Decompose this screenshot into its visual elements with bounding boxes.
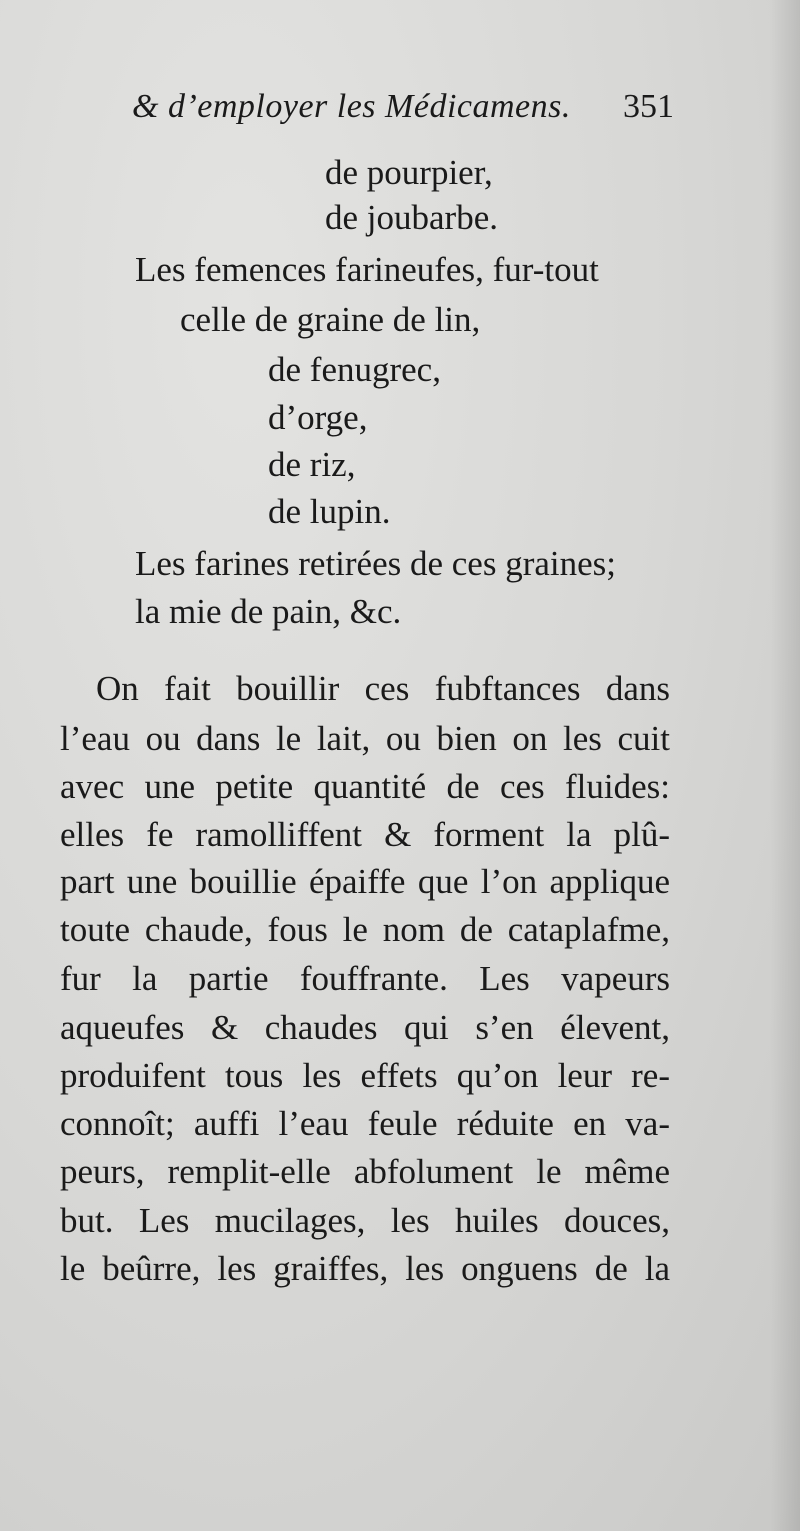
paragraph-line: On fait bouillir ces fubftances dans: [96, 669, 670, 708]
paragraph-line: peurs, remplit-elle abfolument le même: [60, 1152, 670, 1191]
page-header: [132, 88, 692, 138]
paragraph-line: le beûrre, les graiffes, les onguens de la: [60, 1249, 670, 1288]
page-number: 351: [623, 88, 674, 125]
list-line: de joubarbe.: [325, 198, 498, 237]
paragraph-line: produifent tous les effets qu’on leur re-: [60, 1056, 670, 1095]
list-line: la mie de pain, &c.: [135, 592, 402, 631]
running-head: & d’employer les Médicamens.: [132, 88, 571, 125]
paragraph-line: toute chaude, fous le nom de cataplafme,: [60, 910, 670, 949]
paragraph-line: part une bouillie épaiffe que l’on applique: [60, 862, 670, 901]
paragraph-line: aqueufes & chaudes qui s’en élevent,: [60, 1008, 670, 1047]
paragraph-line: fur la partie fouffrante. Les vapeurs: [60, 959, 670, 998]
list-line: celle de graine de lin,: [180, 300, 481, 339]
list-line: Les femences farineufes, fur-tout: [135, 250, 599, 289]
paragraph-line: but. Les mucilages, les huiles douces,: [60, 1201, 670, 1240]
list-line: de lupin.: [268, 492, 391, 531]
list-line: de fenugrec,: [268, 350, 441, 389]
paragraph-line: avec une petite quantité de ces fluides:: [60, 767, 670, 806]
list-line: de pourpier,: [325, 153, 493, 192]
list-line: Les farines retirées de ces graines;: [135, 544, 617, 583]
page-edge-shadow: [770, 0, 800, 1531]
paragraph-line: l’eau ou dans le lait, ou bien on les cuit: [60, 719, 670, 758]
paragraph-line: connoît; auffi l’eau feule réduite en va-: [60, 1104, 670, 1143]
paragraph-line: elles fe ramolliffent & forment la plû-: [60, 815, 670, 854]
list-line: de riz,: [268, 445, 356, 484]
list-line: d’orge,: [268, 398, 368, 437]
